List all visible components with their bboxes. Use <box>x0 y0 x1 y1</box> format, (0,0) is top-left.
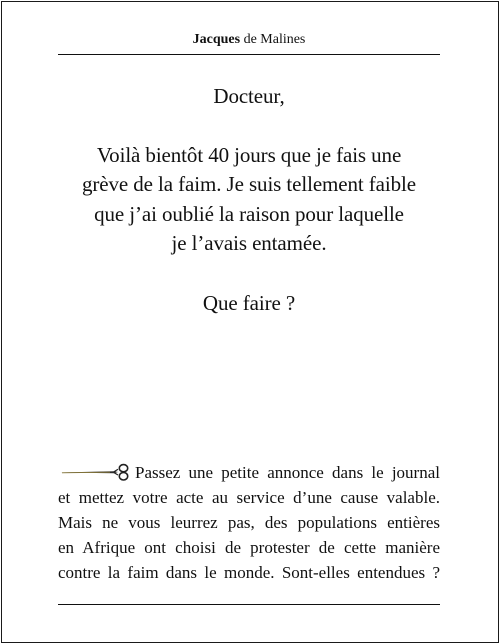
letter-line: grève de la faim. Je suis tellement faible <box>81 172 416 196</box>
answer-line: Mais ne vous leurrez pas, des populations entières <box>58 513 440 532</box>
letter-question: Que faire ? <box>202 290 296 315</box>
bottom-divider <box>58 604 440 605</box>
page-header <box>58 31 440 49</box>
scissors-icon <box>58 463 132 481</box>
letter-line: que j’ai oublié la raison pour laquelle <box>94 201 404 226</box>
answer-line-first <box>58 460 440 485</box>
letter-line: je l’avais entamée. <box>171 231 327 255</box>
top-divider <box>58 54 440 55</box>
letter-line: Voilà bientôt 40 jours que je fais une <box>96 142 402 167</box>
reader-letter <box>60 82 438 318</box>
letter-body <box>60 141 438 259</box>
answer-line: et mettez votre acte au service d’une cause valable. <box>58 488 440 507</box>
author-first-name: Jacques <box>192 32 241 47</box>
author-rest-name: de Malines <box>243 32 306 47</box>
letter-salutation: Docteur, <box>213 84 285 108</box>
answer-line: Passez une petite annonce dans le journal <box>135 463 440 482</box>
answer-line: contre la faim dans le monde. Sont-elles entendues ? <box>58 563 440 582</box>
doctor-answer <box>58 460 440 585</box>
answer-line: en Afrique ont choisi de protester de cette manière <box>58 538 440 557</box>
